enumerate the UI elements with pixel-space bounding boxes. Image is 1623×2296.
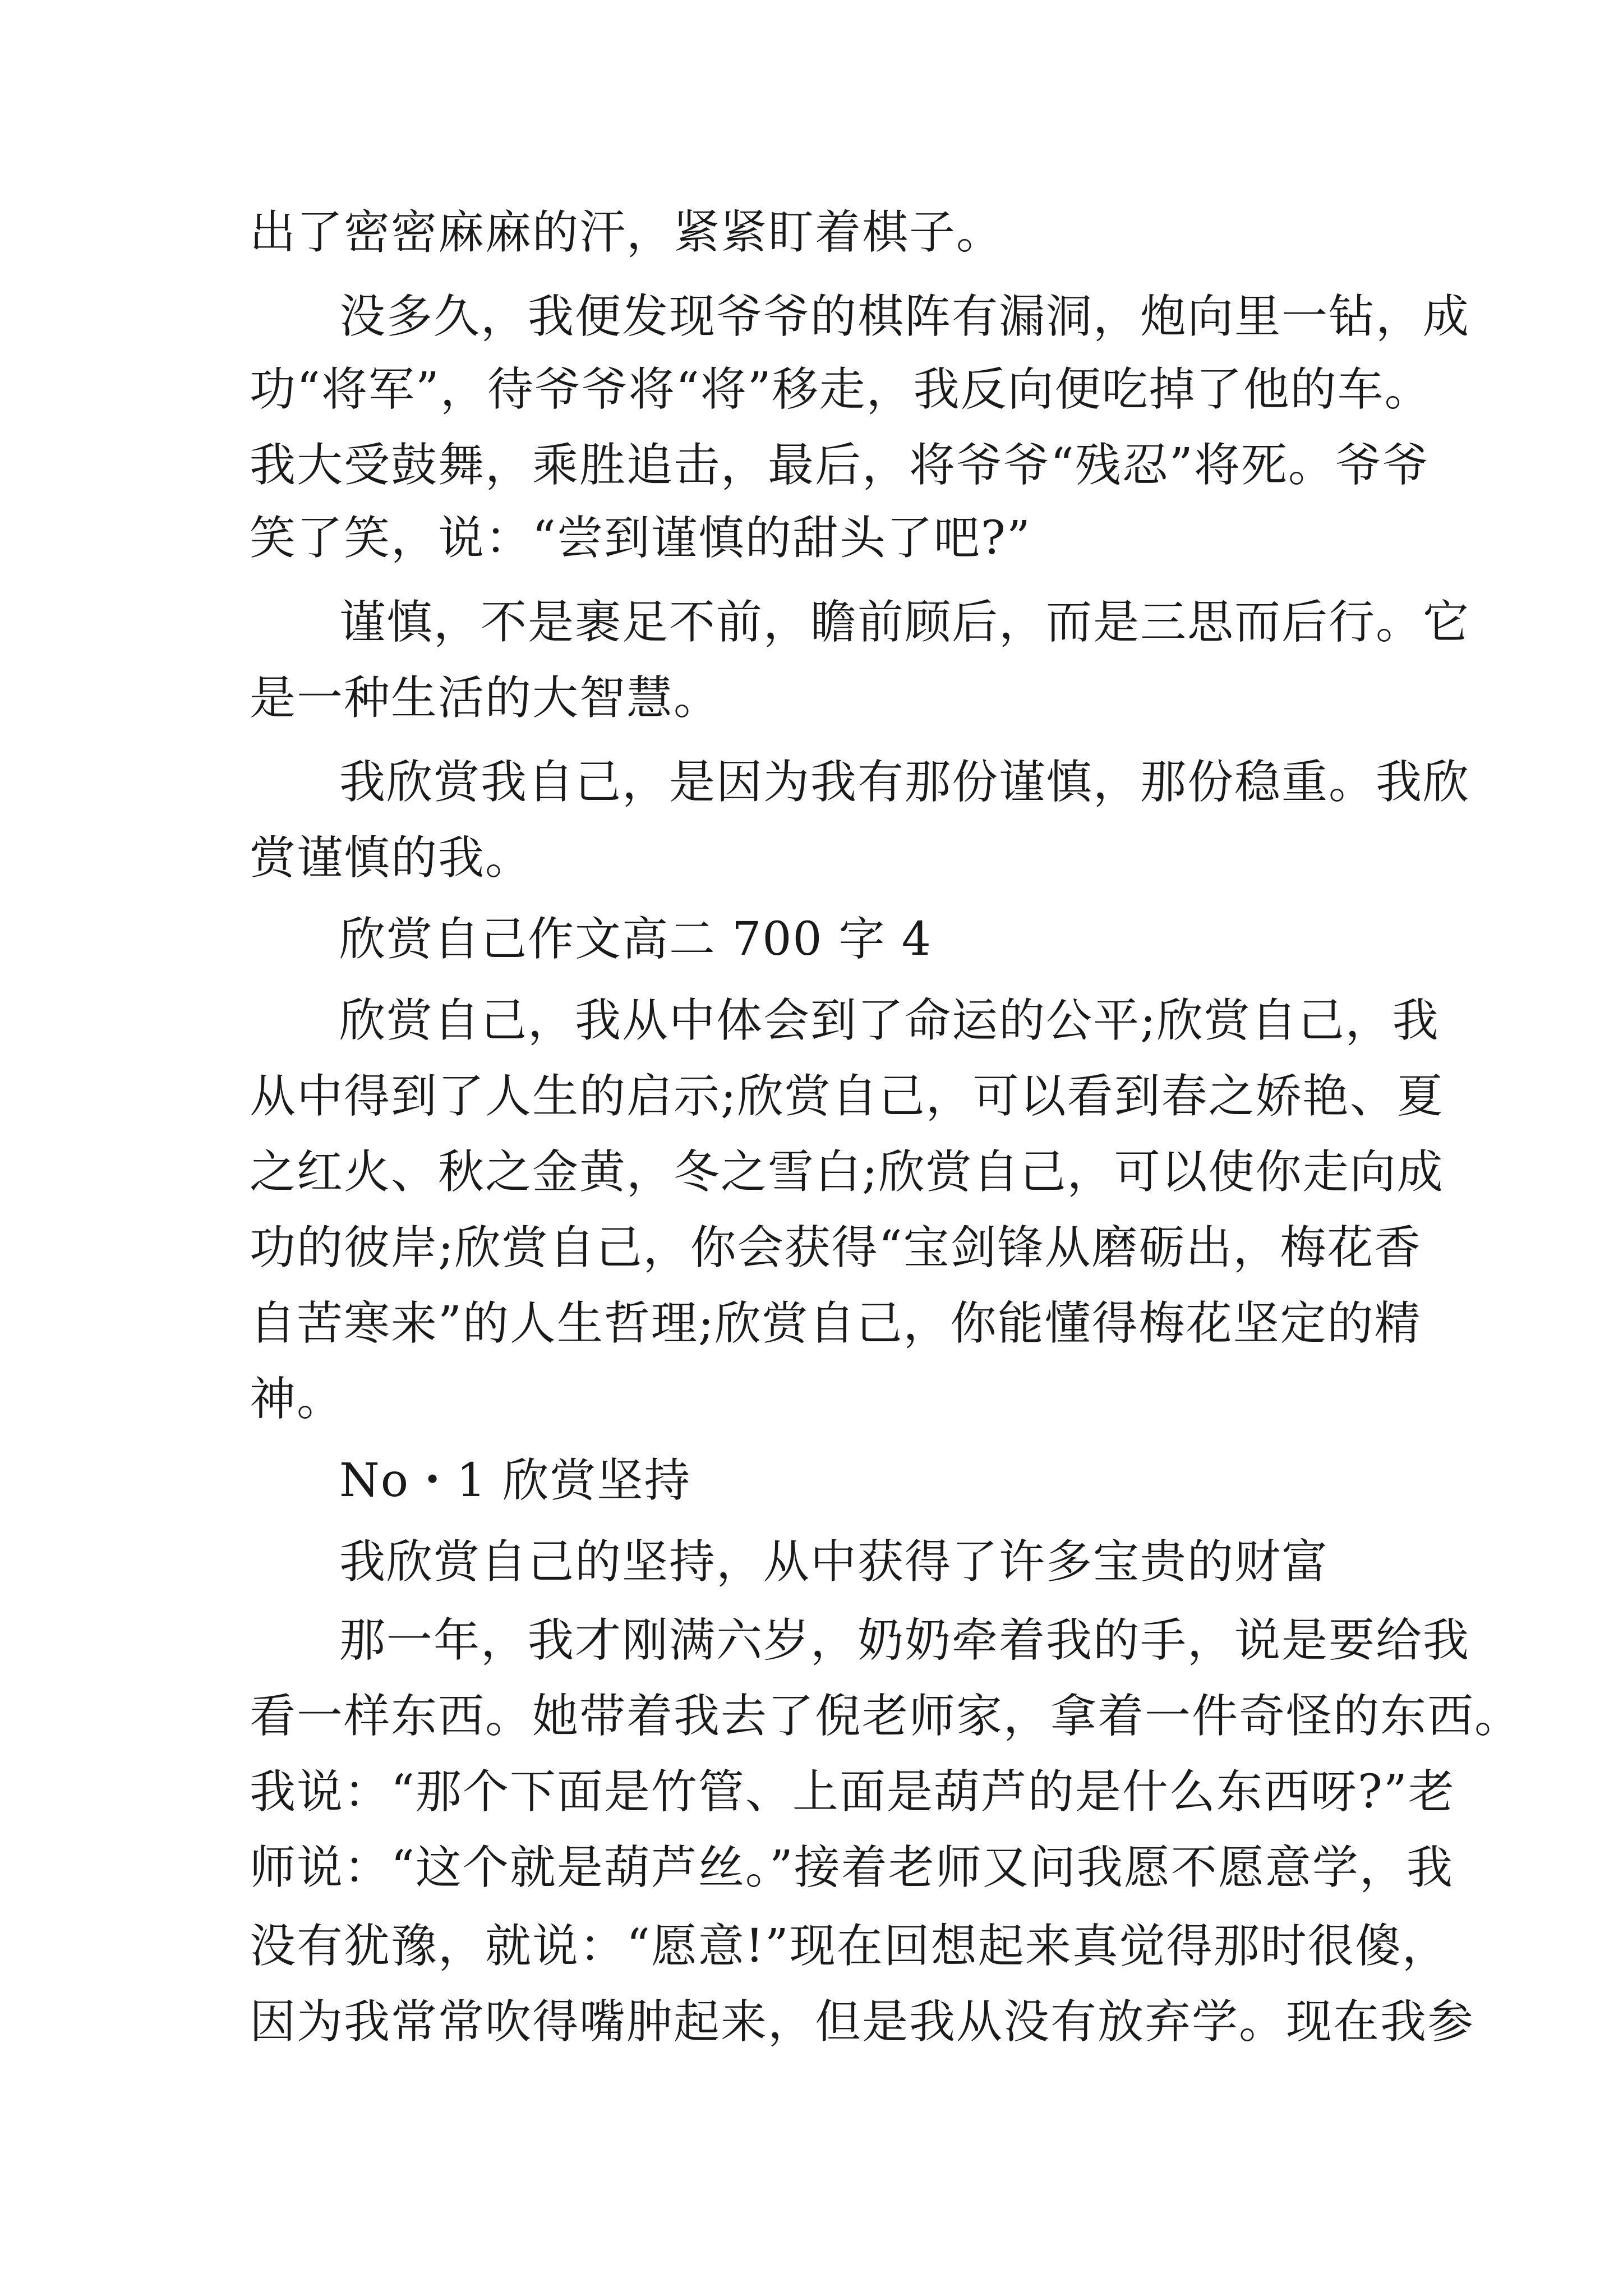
- subsection-heading: No・1 欣赏坚持: [339, 1454, 691, 1507]
- text-line: 我欣赏自己的坚持，从中获得了许多宝贵的财富: [339, 1535, 1329, 1589]
- text-line: 欣赏自己，我从中体会到了命运的公平;欣赏自己，我: [339, 994, 1440, 1047]
- text-line: 赏谨慎的我。: [250, 831, 533, 885]
- text-line: 之红火、秋之金黄，冬之雪白;欣赏自己，可以使你走向成: [250, 1145, 1444, 1199]
- text-line: 神。: [250, 1373, 344, 1426]
- text-line: 因为我常常吹得嘴肿起来，但是我从没有放弃学。现在我参: [250, 1995, 1475, 2049]
- text-line: 功“将军”，待爷爷将“将”移走，我反向便吃掉了他的车。: [250, 363, 1432, 416]
- text-line: 没有犹豫，就说：“愿意!”现在回想起来真觉得那时很傻，: [250, 1920, 1449, 1973]
- text-line: 自苦寒来”的人生哲理;欣赏自己，你能懂得梅花坚定的精: [250, 1297, 1422, 1350]
- text-line: 笑了笑，说：“尝到谨慎的甜头了吧?”: [250, 512, 1031, 565]
- text-line: 我说：“那个下面是竹管、上面是葫芦的是什么东西呀?”老: [250, 1765, 1455, 1819]
- text-line: 从中得到了人生的启示;欣赏自己，可以看到春之娇艳、夏: [250, 1070, 1444, 1123]
- text-line: 出了密密麻麻的汗，紧紧盯着棋子。: [250, 206, 1004, 259]
- section-heading: 欣赏自己作文高二 700 字 4: [339, 913, 932, 966]
- text-line: 功的彼岸;欣赏自己，你会获得“宝剑锋从磨砺出，梅花香: [250, 1221, 1422, 1274]
- text-line: 我欣赏我自己，是因为我有那份谨慎，那份稳重。我欣: [339, 756, 1470, 809]
- text-line: 看一样东西。她带着我去了倪老师家，拿着一件奇怪的东西。: [250, 1690, 1522, 1743]
- text-line: 师说：“这个就是葫芦丝。”接着老师又问我愿不愿意学，我: [250, 1841, 1454, 1894]
- text-line: 我大受鼓舞，乘胜追击，最后，将爷爷“残忍”将死。爷爷: [250, 439, 1430, 492]
- text-line: 谨慎，不是裹足不前，瞻前顾后，而是三思而后行。它: [339, 596, 1470, 649]
- text-line: 没多久，我便发现爷爷的棋阵有漏洞，炮向里一钻，成: [339, 290, 1470, 343]
- text-line: 是一种生活的大智慧。: [250, 671, 721, 725]
- text-line: 那一年，我才刚满六岁，奶奶牵着我的手，说是要给我: [339, 1614, 1470, 1667]
